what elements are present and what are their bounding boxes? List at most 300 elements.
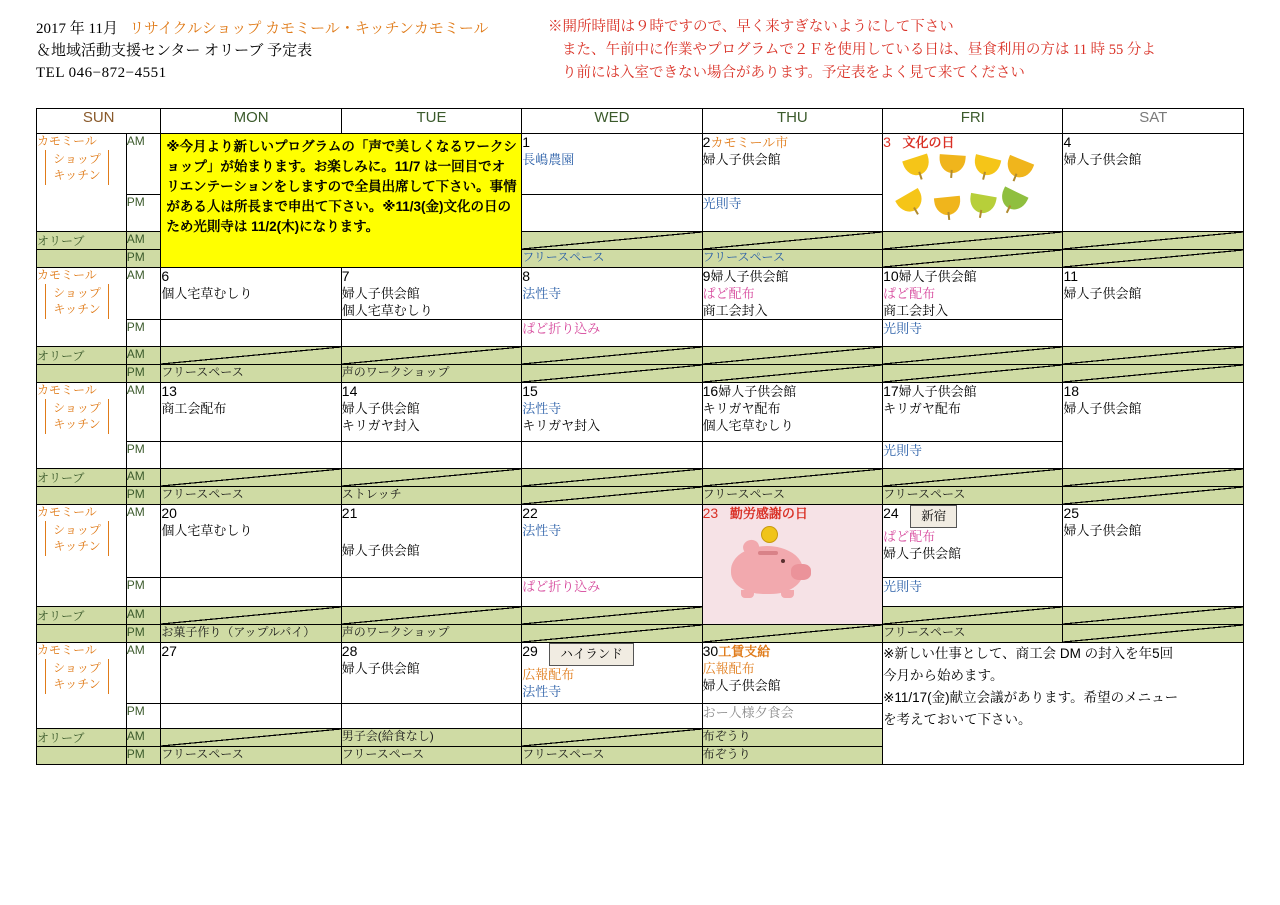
- cell-day-13-am: [161, 383, 341, 442]
- olive-day-6-pm: [161, 365, 341, 383]
- event-8-am-1: 法性寺: [522, 286, 562, 301]
- event-6-am-1: 個人宅草むしり: [161, 286, 253, 301]
- piggy-slot: [758, 551, 778, 555]
- olive-event-21-pm: 声のワークショップ: [341, 625, 450, 639]
- ginkgo-illustration: [883, 153, 1062, 231]
- olive-event-7-pm: 声のワークショップ: [341, 365, 450, 379]
- tag-highland: ハイランド: [549, 643, 634, 666]
- label-kamomile-week3: [37, 383, 127, 469]
- footer-memo: [883, 643, 1244, 765]
- cell-day-22-am: [522, 505, 702, 578]
- cell-day-14-pm: [341, 442, 521, 469]
- event-2-am-1: 婦人子供会館: [702, 152, 781, 167]
- event-10-am-2: 商工会封入: [883, 303, 949, 318]
- ginkgo-leaf-8: [996, 186, 1029, 217]
- holiday-label-23: 勤労感謝の日: [729, 506, 808, 521]
- ampm-am-week2: AM: [126, 268, 161, 320]
- event-13-am-1: 商工会配布: [161, 401, 227, 416]
- cell-day-15-am: [522, 383, 702, 442]
- ampm-pm-week5: PM: [126, 704, 161, 729]
- daynum-16: 16: [702, 383, 719, 399]
- footer-memo-line-4: を考えておいて下さい。: [883, 712, 1032, 727]
- week4-olive-am: [37, 607, 1244, 625]
- event-4-am-1: 婦人子供会館: [1063, 152, 1142, 167]
- daynum-9-suffix: 婦人子供会館: [710, 269, 789, 284]
- cell-day-30-am: [702, 643, 882, 704]
- tag-shinjuku: 新宿: [910, 505, 957, 528]
- olive-event-1-pm: フリースペース: [522, 250, 605, 264]
- cell-day-20-pm: [161, 578, 341, 607]
- week3-kamomile-pm: [37, 442, 1244, 469]
- olive-event-2-pm: フリースペース: [702, 250, 785, 264]
- event-29-am-2: 法性寺: [522, 684, 562, 699]
- label-shop-2: ショップ: [53, 286, 101, 300]
- cell-day-11: [1063, 268, 1244, 347]
- olive-day-3-pm: [883, 250, 1063, 268]
- cell-day-17-am: [883, 383, 1063, 442]
- notice-line-1: ※開所時間は９時ですので、早く来すぎないようにして下さい: [548, 19, 954, 35]
- piggy-leg-2: [781, 590, 794, 598]
- event-29-am-1: 広報配布: [522, 667, 575, 682]
- cell-day-29-am: [522, 643, 702, 704]
- olive-event-28-pm: フリースペース: [341, 747, 425, 761]
- daynum-13: 13: [161, 383, 177, 399]
- olive-day-11-pm: [1063, 365, 1244, 383]
- cell-day-27-pm: [161, 704, 341, 729]
- holiday-label-3: 文化の日: [902, 135, 955, 150]
- event-10-pm-1: 光則寺: [883, 321, 923, 336]
- label-shop-5: ショップ: [53, 661, 101, 675]
- label-olive-week4-pm: [37, 625, 127, 643]
- weekday-tue: TUE: [341, 109, 521, 134]
- event-18-am-1: 婦人子供会館: [1063, 401, 1142, 416]
- label-kamomile-week2: [37, 268, 127, 347]
- piggy-snout: [791, 564, 811, 580]
- olive-day-24-pm: [883, 625, 1063, 643]
- label-kitchen-5: キッチン: [53, 677, 101, 691]
- event-21-am-1: 婦人子供会館: [341, 543, 420, 558]
- footer-memo-line-2: 今月から始めます。: [883, 668, 1004, 683]
- olive-day-6-am: [161, 347, 341, 365]
- weekday-wed: WED: [522, 109, 702, 134]
- cell-day-20-am: [161, 505, 341, 578]
- daynum-3: 3: [883, 134, 891, 150]
- ampm-pm-week2: PM: [126, 320, 161, 347]
- event-30-am-2: 婦人子供会館: [702, 678, 781, 693]
- label-olive-week5: オリーブ: [37, 729, 127, 747]
- ginkgo-leaf-3: [971, 154, 1002, 182]
- cell-day-29-pm: [522, 704, 702, 729]
- label-olive-week3: オリーブ: [37, 469, 127, 487]
- ampm-olive-am-week1: AM: [126, 232, 161, 250]
- label-olive-week2: オリーブ: [37, 347, 127, 365]
- event-30-am-1: 広報配布: [702, 661, 755, 676]
- daynum-30-suffix: 工賃支給: [718, 644, 771, 659]
- olive-day-4-am: [1063, 232, 1244, 250]
- olive-event-28-am: 男子会(給食なし): [341, 729, 434, 743]
- olive-day-17-am: [883, 469, 1063, 487]
- event-30-pm-1: おー人様夕食会: [702, 705, 794, 720]
- olive-day-14-am: [341, 469, 521, 487]
- daynum-7: 7: [341, 268, 350, 284]
- olive-day-30-pm: [702, 747, 882, 765]
- ampm-olive-am-week5: AM: [126, 729, 161, 747]
- olive-day-29-am: [522, 729, 702, 747]
- olive-day-21-pm: [341, 625, 521, 643]
- olive-day-16-pm: [702, 487, 882, 505]
- olive-day-13-am: [161, 469, 341, 487]
- olive-event-30-pm: 布ぞうり: [702, 747, 751, 761]
- cell-day-25: [1063, 505, 1244, 607]
- ginkgo-leaf-7: [967, 193, 996, 219]
- olive-event-20-pm: お菓子作り（アップルパイ）: [161, 625, 316, 639]
- daynum-8: 8: [522, 268, 531, 284]
- cell-day-7-am: [341, 268, 521, 320]
- olive-day-10-pm: [883, 365, 1063, 383]
- cell-day-6-pm: [161, 320, 341, 347]
- event-24-pm-1: 光則寺: [883, 579, 923, 594]
- daynum-17: 17: [883, 383, 899, 399]
- olive-day-1-am: [522, 232, 702, 250]
- daynum-25: 25: [1063, 505, 1080, 521]
- calendar-header-row: [37, 109, 1244, 134]
- label-kitchen-3: キッチン: [53, 417, 101, 431]
- event-28-am-1: 婦人子供会館: [341, 661, 420, 676]
- event-9-am-2: 商工会封入: [702, 303, 768, 318]
- weekday-fri: FRI: [883, 109, 1063, 134]
- event-17-pm-1: 光則寺: [883, 443, 923, 458]
- olive-day-25-pm: [1063, 625, 1244, 643]
- cell-day-1-pm: [522, 194, 702, 231]
- label-shop-4: ショップ: [53, 523, 101, 537]
- olive-event-29-pm: フリースペース: [522, 747, 605, 761]
- olive-day-3-am: [883, 232, 1063, 250]
- cell-day-8-pm: [522, 320, 702, 347]
- footer-memo-line-3: ※11/17(金)献立会議があります。希望のメニュー: [883, 690, 1179, 705]
- cell-day-7-pm: [341, 320, 521, 347]
- label-olive-week2-pm: [37, 365, 127, 383]
- daynum-24: 24: [883, 505, 899, 521]
- coin-icon: [761, 526, 778, 543]
- cell-day-16-pm: [702, 442, 882, 469]
- daynum-23: 23: [702, 505, 719, 521]
- daynum-10-suffix: 婦人子供会館: [898, 269, 977, 284]
- label-kitchen-4: キッチン: [53, 539, 101, 553]
- event-15-am-2: キリガヤ封入: [522, 418, 601, 433]
- event-25-am-1: 婦人子供会館: [1063, 523, 1142, 538]
- daynum-17-suffix: 婦人子供会館: [898, 384, 977, 399]
- header-line-2: ＆地域活動支援センター オリーブ 予定表: [36, 43, 313, 59]
- olive-day-24-am: [883, 607, 1063, 625]
- cell-day-18: [1063, 383, 1244, 469]
- event-7-am-1: 婦人子供会館: [341, 286, 420, 301]
- label-olive-week5-pm: [37, 747, 127, 765]
- olive-day-4-pm: [1063, 250, 1244, 268]
- label-kamomile-title-3: カモミール: [37, 383, 97, 397]
- label-kamomile-title-4: カモミール: [37, 505, 97, 519]
- olive-day-2-pm: [702, 250, 882, 268]
- olive-day-29-pm: [522, 747, 702, 765]
- weekday-thu: THU: [702, 109, 882, 134]
- olive-day-8-pm: [522, 365, 702, 383]
- olive-day-14-pm: [341, 487, 521, 505]
- olive-day-9-am: [702, 347, 882, 365]
- olive-day-28-pm: [341, 747, 521, 765]
- label-kamomile-bracket-2: [45, 284, 109, 319]
- olive-day-8-am: [522, 347, 702, 365]
- header-org: リサイクルショップ カモミール・キッチンカモミール: [129, 21, 489, 37]
- ampm-olive-pm-week4: PM: [126, 625, 161, 643]
- ampm-olive-am-week3: AM: [126, 469, 161, 487]
- notice-line-3: り前には入室できない場合があります。予定表をよく見て来てください: [562, 65, 1025, 81]
- week4-kamomile-am: [37, 505, 1244, 578]
- label-kamomile-title-2: カモミール: [37, 268, 97, 282]
- cell-day-28-am: [341, 643, 521, 704]
- header-tel: TEL 046−872−4551: [36, 65, 167, 81]
- cell-day-23-holiday: [702, 505, 882, 625]
- daynum-10: 10: [883, 268, 899, 284]
- week4-kamomile-pm: [37, 578, 1244, 607]
- header-line-1: [36, 18, 556, 40]
- daynum-15: 15: [522, 383, 538, 399]
- event-10-am-1: ぱど配布: [883, 286, 936, 301]
- olive-day-30-am: [702, 729, 882, 747]
- daynum-27: 27: [161, 643, 177, 659]
- label-kamomile-title: カモミール: [37, 134, 97, 148]
- label-olive-week1-pm: [37, 250, 127, 268]
- event-11-am-1: 婦人子供会館: [1063, 286, 1142, 301]
- label-kitchen: キッチン: [53, 168, 101, 182]
- ampm-olive-pm-week3: PM: [126, 487, 161, 505]
- event-22-pm-1: ぱど折り込み: [522, 579, 601, 594]
- olive-event-24-pm: フリースペース: [883, 625, 966, 639]
- olive-day-23-pm: [702, 625, 882, 643]
- weekday-sat: SAT: [1063, 109, 1244, 134]
- cell-day-16-am: [702, 383, 882, 442]
- event-14-am-2: キリガヤ封入: [341, 418, 420, 433]
- event-17-am-1: キリガヤ配布: [883, 401, 961, 416]
- header-date: 2017 年 11月: [36, 21, 118, 37]
- ginkgo-leaf-6: [934, 196, 962, 221]
- notice-block: [548, 16, 1248, 85]
- label-kamomile-bracket-3: [45, 399, 109, 434]
- week3-kamomile-am: [37, 383, 1244, 442]
- footer-memo-line-1: ※新しい仕事として、商工会 DM の封入を年5回: [883, 646, 1174, 661]
- event-1-am-1: 長嶋農園: [522, 152, 575, 167]
- ampm-olive-am-week2: AM: [126, 347, 161, 365]
- ginkgo-leaf-2: [938, 154, 965, 178]
- label-kamomile-week4: [37, 505, 127, 607]
- daynum-1: 1: [522, 134, 531, 150]
- daynum-4: 4: [1063, 134, 1072, 150]
- olive-event-30-am: 布ぞうり: [702, 729, 751, 743]
- piggy-eye: [781, 559, 785, 563]
- cell-day-21-pm: [341, 578, 521, 607]
- cell-day-6-am: [161, 268, 341, 320]
- daynum-18: 18: [1063, 383, 1080, 399]
- ginkgo-leaf-1: [902, 154, 934, 183]
- week1-kamomile-am: [37, 134, 1244, 195]
- event-15-am-1: 法性寺: [522, 401, 562, 416]
- cell-day-14-am: [341, 383, 521, 442]
- olive-day-21-am: [341, 607, 521, 625]
- daynum-16-suffix: 婦人子供会館: [718, 384, 797, 399]
- olive-day-15-am: [522, 469, 702, 487]
- olive-day-15-pm: [522, 487, 702, 505]
- olive-day-2-am: [702, 232, 882, 250]
- daynum-14: 14: [341, 383, 358, 399]
- cell-day-2-am: [702, 134, 882, 195]
- cell-day-9-am: [702, 268, 882, 320]
- olive-day-27-am: [161, 729, 341, 747]
- olive-event-27-pm: フリースペース: [161, 747, 244, 761]
- cell-day-30-pm: [702, 704, 882, 729]
- label-kamomile-week5: [37, 643, 127, 729]
- cell-day-3-holiday: [883, 134, 1063, 232]
- cell-day-1-am: [522, 134, 702, 195]
- label-kamomile-bracket-5: [45, 659, 109, 694]
- cell-day-17-pm: [883, 442, 1063, 469]
- daynum-20: 20: [161, 505, 177, 521]
- label-kamomile-bracket: [45, 150, 109, 185]
- ampm-pm-week1: PM: [126, 194, 161, 231]
- cell-day-28-pm: [341, 704, 521, 729]
- ampm-am-week4: AM: [126, 505, 161, 578]
- olive-day-25-am: [1063, 607, 1244, 625]
- event-24-am-2: 婦人子供会館: [883, 546, 962, 561]
- olive-day-16-am: [702, 469, 882, 487]
- olive-day-7-pm: [341, 365, 521, 383]
- event-9-am-1: ぱど配布: [702, 286, 755, 301]
- daynum-9: 9: [702, 268, 711, 284]
- label-kitchen-2: キッチン: [53, 302, 101, 316]
- cell-day-24-am: [883, 505, 1063, 578]
- ampm-olive-pm-week5: PM: [126, 747, 161, 765]
- cell-day-24-pm: [883, 578, 1063, 607]
- weekday-mon: MON: [161, 109, 341, 134]
- piggy-leg-1: [741, 590, 754, 598]
- cell-day-21-am: [341, 505, 521, 578]
- label-olive-week1: オリーブ: [37, 232, 127, 250]
- label-shop: ショップ: [53, 152, 101, 166]
- week4-olive-pm: [37, 625, 1244, 643]
- event-16-am-2: 個人宅草むしり: [702, 418, 794, 433]
- ampm-olive-pm-week1: PM: [126, 250, 161, 268]
- olive-event-16-pm: フリースペース: [702, 487, 785, 501]
- week3-olive-pm: [37, 487, 1244, 505]
- ampm-olive-am-week4: AM: [126, 607, 161, 625]
- notice-line-2: また、午前中に作業やプログラムで２Ｆを使用している日は、昼食利用の方は 11 時 55 分よ: [562, 42, 1156, 58]
- olive-day-20-am: [161, 607, 341, 625]
- label-olive-week4: オリーブ: [37, 607, 127, 625]
- ampm-pm-week3: PM: [126, 442, 161, 469]
- cell-day-10-pm: [883, 320, 1063, 347]
- label-kamomile-week1: [37, 134, 127, 232]
- event-7-am-2: 個人宅草むしり: [341, 303, 433, 318]
- event-8-pm-1: ぱど折り込み: [522, 321, 601, 336]
- event-24-am-1: ぱど配布: [883, 529, 936, 544]
- event-2-pm-1: 光則寺: [702, 195, 742, 211]
- daynum-30: 30: [702, 643, 719, 659]
- cell-day-15-pm: [522, 442, 702, 469]
- ampm-olive-pm-week2: PM: [126, 365, 161, 383]
- cell-day-13-pm: [161, 442, 341, 469]
- daynum-11: 11: [1063, 268, 1079, 284]
- olive-event-17-pm: フリースペース: [883, 487, 966, 501]
- document-header: [36, 18, 556, 84]
- olive-day-18-pm: [1063, 487, 1244, 505]
- daynum-22: 22: [522, 505, 538, 521]
- label-olive-week3-pm: [37, 487, 127, 505]
- week3-olive-am: [37, 469, 1244, 487]
- olive-day-10-am: [883, 347, 1063, 365]
- event-22-am-1: 法性寺: [522, 523, 562, 538]
- cell-day-10-am: [883, 268, 1063, 320]
- cell-day-9-pm: [702, 320, 882, 347]
- piggy-bank-illustration: [703, 526, 882, 596]
- ampm-am-week5: AM: [126, 643, 161, 704]
- ginkgo-leaf-4: [1002, 155, 1034, 185]
- olive-day-17-pm: [883, 487, 1063, 505]
- week2-olive-am: [37, 347, 1244, 365]
- ginkgo-leaf-5: [895, 188, 929, 220]
- olive-day-27-pm: [161, 747, 341, 765]
- olive-day-22-pm: [522, 625, 702, 643]
- ampm-am-week3: AM: [126, 383, 161, 442]
- event-20-am-1: 個人宅草むしり: [161, 523, 253, 538]
- olive-day-7-am: [341, 347, 521, 365]
- olive-day-18-am: [1063, 469, 1244, 487]
- cell-day-22-pm: [522, 578, 702, 607]
- daynum-29: 29: [522, 643, 538, 659]
- olive-day-13-pm: [161, 487, 341, 505]
- olive-event-6-pm: フリースペース: [161, 365, 244, 379]
- week1-yellow-note: ※今月より新しいプログラムの「声で美しくなるワークショップ」が始まります。お楽しみに。11/7 は一回目でオリエンテーションをしますので全員出席して下さい。事情がある人は所長まで申出て下さい。※11/3(金)文化の日のため光則寺は 11/2(木)になります。: [166, 139, 517, 234]
- week2-olive-pm: [37, 365, 1244, 383]
- label-kamomile-bracket-4: [45, 521, 109, 556]
- daynum-2-suffix: カモミール市: [710, 135, 789, 150]
- label-kamomile-title-5: カモミール: [37, 643, 97, 657]
- label-shop-3: ショップ: [53, 401, 101, 415]
- daynum-2: 2: [702, 134, 711, 150]
- cell-day-27-am: [161, 643, 341, 704]
- event-16-am-1: キリガヤ配布: [702, 401, 781, 416]
- olive-event-14-pm: ストレッチ: [341, 487, 402, 501]
- olive-day-9-pm: [702, 365, 882, 383]
- cell-day-2-pm: [702, 194, 882, 231]
- week2-kamomile-am: [37, 268, 1244, 320]
- cell-day-4: [1063, 134, 1244, 232]
- week2-kamomile-pm: [37, 320, 1244, 347]
- daynum-6: 6: [161, 268, 170, 284]
- week1-yellow-note-cell: [161, 134, 522, 268]
- olive-event-13-pm: フリースペース: [161, 487, 244, 501]
- calendar-table: [36, 108, 1244, 765]
- olive-day-28-am: [341, 729, 521, 747]
- daynum-21: 21: [341, 505, 358, 521]
- week5-kamomile-am: [37, 643, 1244, 704]
- olive-day-20-pm: [161, 625, 341, 643]
- olive-day-1-pm: [522, 250, 702, 268]
- olive-day-22-am: [522, 607, 702, 625]
- event-14-am-1: 婦人子供会館: [341, 401, 420, 416]
- olive-day-11-am: [1063, 347, 1244, 365]
- cell-day-8-am: [522, 268, 702, 320]
- ampm-am-week1: AM: [126, 134, 161, 195]
- ampm-pm-week4: PM: [126, 578, 161, 607]
- daynum-28: 28: [341, 643, 358, 659]
- weekday-sun: SUN: [37, 109, 161, 134]
